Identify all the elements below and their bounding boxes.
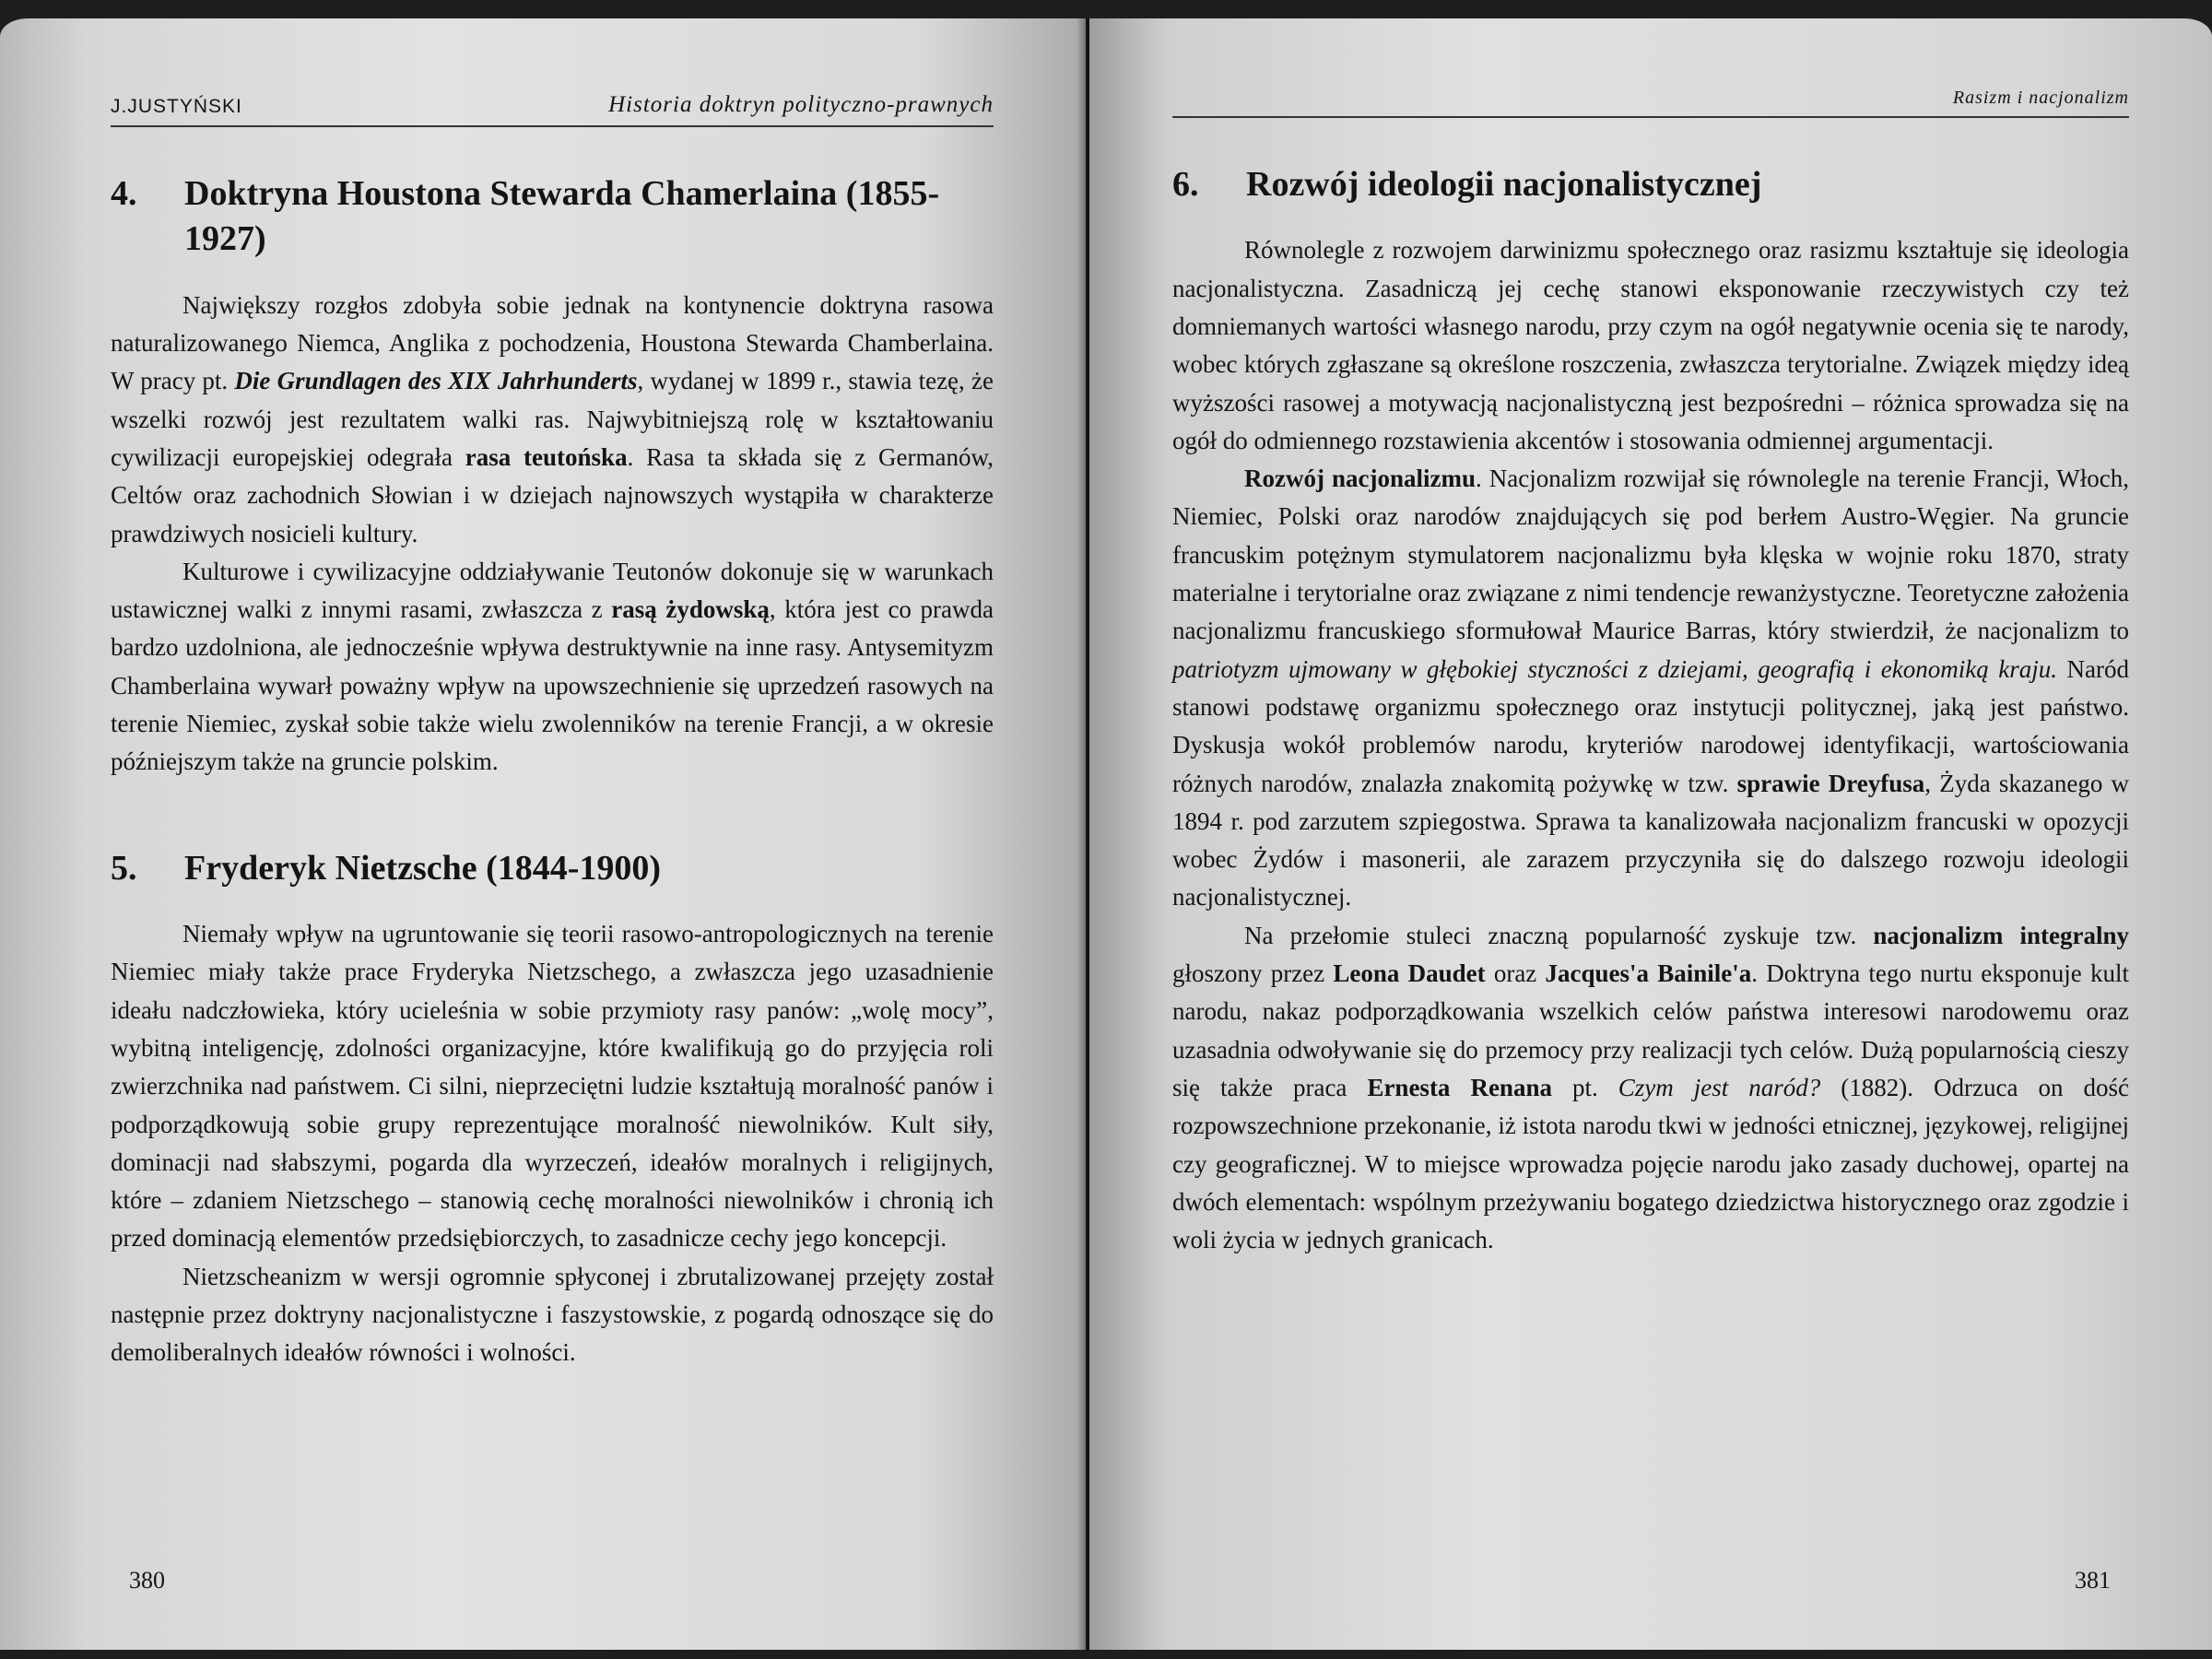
italic-quote: patriotyzm ujmowany w głębokiej styczności z dziejami, geografią i ekonomiką kraju. [1172,654,2057,683]
italic-work-title: Die Grundlagen des XIX Jahrhunderts [234,367,638,395]
text-run: (1882). Odrzuca on dość rozpowszechnione przekonanie, iż istota narodu tkwi w jedności etnicznej, językowej, religijnej czy geograficznej. W to miejsce wprowadza pojęcie narodu jako zasady duchowej, opartej na dwóch elementach: wspólnym przeżywaniu bogatego dziedzictwa historycznego oraz zgodzie i woli życia w jednych granicach. [1172,1073,2129,1254]
section-6-paragraph-1: Równolegle z rozwojem darwinizmu społecznego oraz rasizmu kształtuje się ideologia nacjonalistyczna. Zasadniczą jej cechę stanowi eksponowanie rzeczywistych czy też domniemanych wartości własnego narodu, przy czym na ogół negatywnie ocenia się te narody, wobec których zgłaszane są określone roszczenia, zwłaszcza terytorialne. Związek między ideą wyższości rasowej a motywacją nacjonalistyczną jest bezpośredni – różnica sprowadza się na ogół do odmiennego rozstawienia akcentów i stosowania odmiennej argumentacji. [1172,236,2129,454]
book-title: Historia doktryn polityczno-prawnych [608,92,994,117]
page-number-left: 380 [129,1567,165,1594]
bold-name: Jacques'a Bainile'a [1545,959,1752,988]
section-4-heading [111,171,994,263]
section-4-number: 4. [111,174,137,213]
text-run: , wydanej w 1899 r., stawia tezę, że wszelki rozwój jest rezultatem walki ras. Najwybitniejszą rolę w kształtowaniu cywilizacji europejskiej odegrała [111,367,994,471]
left-page [0,18,1086,1650]
text-run: . Rasa ta składa się z Germanów, Celtów oraz zachodnich Słowian i w dziejach najnowszych wystąpiła w charakterze prawdziwych nosicieli kultury. [111,442,994,547]
text-run: . Nacjonalizm rozwijał się równolegle na terenie Francji, Włoch, Niemiec, Polski oraz narodów znajdujących się pod berłem Austro-Węgier. Na gruncie francuskim potężnym stymulatorem nacjonalizmu była klęska w wojnie roku 1870, straty materialne i terytorialne oraz związane z nimi tendencje rewanżystyczne. Teoretyczne założenia nacjonalizmu francuskiego sformułował Maurice Barras, który stwierdził, że nacjonalizm to [1172,465,2129,645]
bold-term: Rozwój nacjonalizmu [1244,465,1476,493]
chapter-title: Rasizm i nacjonalizm [1952,88,2129,108]
bold-term: rasa teutońska [465,442,628,471]
bold-term: nacjonalizm integralny [1873,921,2129,949]
section-5-number: 5. [111,848,137,888]
text-run: , która jest co prawda bardzo uzdolniona, ale jednocześnie wpływa destruktywnie na inne rasy. Antysemityzm Chamberlaina wywarł poważny wpływ na upowszechnienie się uprzedzeń rasowych na terenie Niemiec, zyskał sobie także wielu zwolenników na terenie Francji, a w okresie późniejszym także na gruncie polskim. [111,595,994,776]
right-page [1089,18,2212,1650]
section-5-heading [111,846,994,891]
text-run: Na przełomie stuleci znaczną popularność zyskuje tzw. [1244,921,1874,949]
section-6-number: 6. [1172,165,1199,204]
bold-name: Ernesta Renana [1367,1073,1552,1101]
text-run: Naród stanowi podstawę organizmu społecznego oraz instytucji politycznej, jaką jest państwo. Dyskusja wokół problemów narodu, kryteriów narodowej identyfikacji, wartościowania różnych narodów, znalazła znakomitą pożywkę w tzw. [1172,654,2129,797]
running-head-right [1172,88,2129,118]
bold-term: rasą żydowską [611,595,770,624]
page-number-right: 381 [2075,1567,2111,1594]
text-run: pt. [1551,1073,1618,1101]
text-run: głoszony przez [1172,959,1334,988]
running-head-left [111,92,994,127]
bold-term: sprawie Dreyfusa [1736,769,1925,797]
section-4-paragraph-1 [111,287,994,553]
text-run: oraz [1485,959,1546,988]
section-6-heading [1172,162,2129,207]
section-4-paragraph-2 [111,553,994,782]
section-5-paragraph-2: Nietzscheanizm w wersji ogromnie spłyconej i zbrutalizowanej przejęty został następnie przez doktryny nacjonalistyczne i faszystowskie, z pogardą odnoszące się do demoliberalnych ideałów równości i wolności. [111,1262,994,1367]
italic-work-title: Czym jest naród? [1618,1073,1821,1101]
section-6-paragraph-2 [1172,460,2129,917]
author-name: J.JUSTYŃSKI [111,96,242,117]
text-run: . Doktryna tego nurtu eksponuje kult narodu, nakaz podporządkowania wszelkich celów państwa interesowi narodowemu oraz uzasadnia odwoływanie się do przemocy przy realizacji tych celów. Dużą popularnością cieszy się także praca [1172,959,2130,1101]
text-run: Kulturowe i cywilizacyjne oddziaływanie Teutonów dokonuje się w warunkach ustawicznej walki z innymi rasami, zwłaszcza z [111,557,994,624]
section-spacer [111,782,994,846]
bold-name: Leona Daudet [1333,959,1486,988]
section-5-paragraph-1: Niemały wpływ na ugruntowanie się teorii rasowo-antropologicznych na terenie Niemiec miały także prace Fryderyka Nietzschego, a zwłaszcza jego uzasadnienie ideału nadczłowieka, który ucieleśnia w sobie przymioty rasy panów: „wolę mocy”, wybitną inteligencję, zdolności organizacyjne, które kwalifikują go do przyjęcia roli zwierzchnika nad państwem. Ci silni, nieprzeciętni ludzie kształtują moralność panów i podporządkowują sobie grupy reprezentujące moralność niewolników. Kult siły, dominacji nad słabszymi, pogarda dla wyrzeczeń, ideałów moralnych i religijnych, które – zdaniem Nietzschego – stanowią cechę moralności niewolników i chronią ich przed dominacją elementów przedsiębiorczych, to zasadnicze cechy jego koncepcji. [111,920,994,1253]
section-4-title: Doktryna Houstona Stewarda Chamerlaina (1855-1927) [184,174,940,259]
section-5-title: Fryderyk Nietzsche (1844-1900) [184,848,662,888]
section-6-paragraph-3 [1172,917,2129,1260]
text-run: Największy rozgłos zdobyła sobie jednak na kontynencie doktryna rasowa naturalizowanego Niemca, Anglika z pochodzenia, Houstona Stewarda Chamberlaina. W pracy pt. [111,290,994,395]
section-6-title: Rozwój ideologii nacjonalistycznej [1246,165,1762,204]
text-run: , Żyda skazanego w 1894 r. pod zarzutem szpiegostwa. Sprawa ta kanalizowała nacjonalizm francuski w opozycji wobec Żydów i masonerii, ale zarazem przyczyniła się do dalszego rozwoju ideologii nacjonalistycznej. [1172,769,2130,912]
